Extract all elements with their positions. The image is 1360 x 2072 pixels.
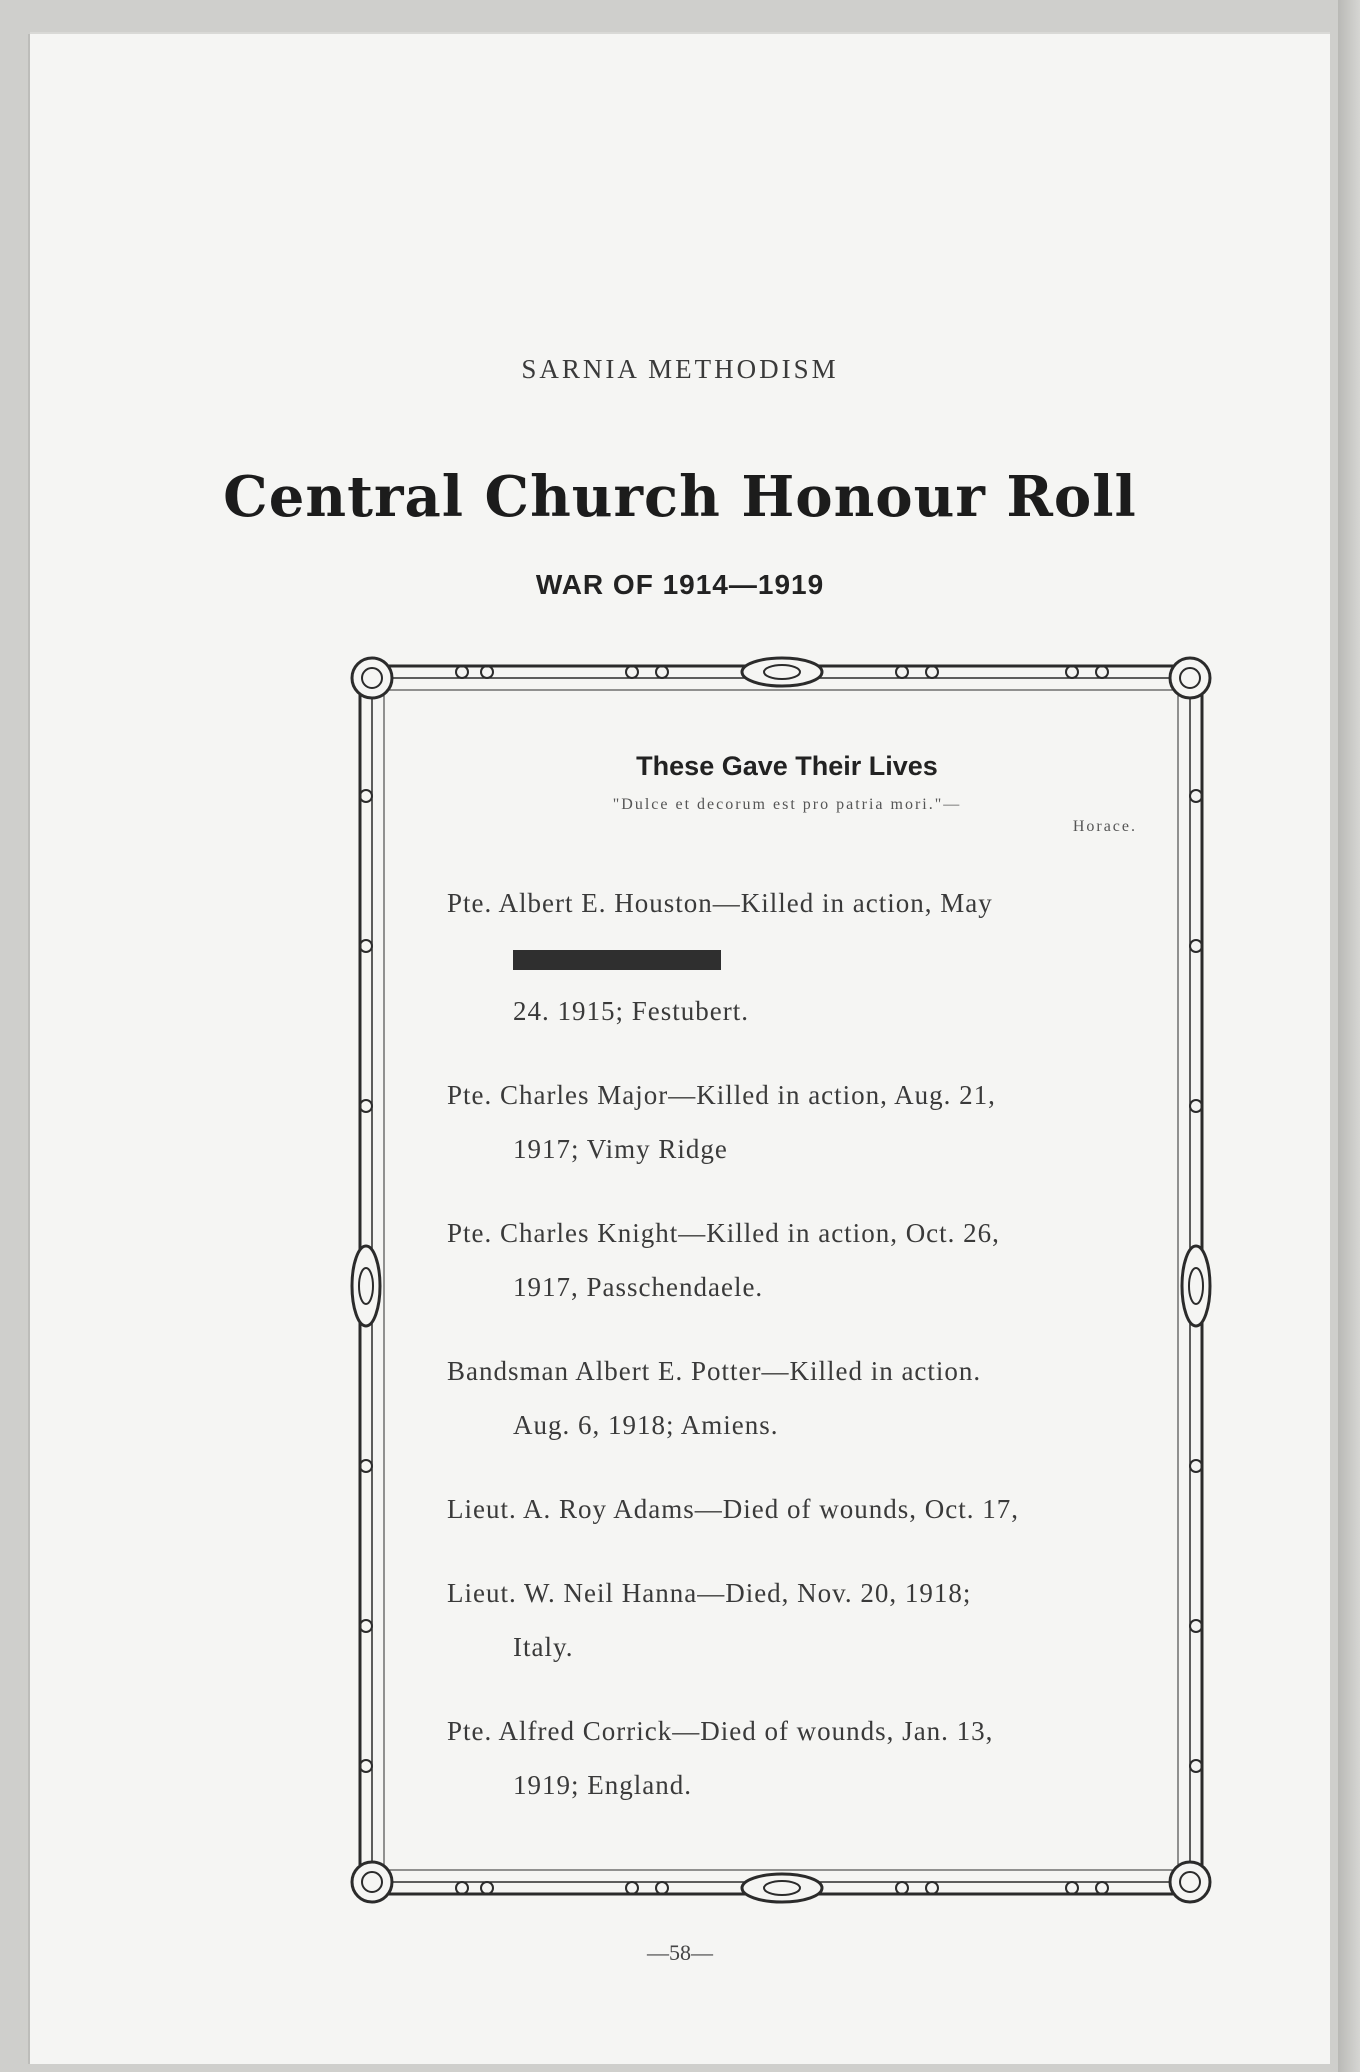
quote-attribution: Horace. <box>1072 818 1137 835</box>
list-item: Pte. Albert E. Houston—Killed in action, May 24. 1915; Festubert. <box>447 888 993 1026</box>
list-item: Lieut. A. Roy Adams—Died of wounds, Oct. 17, <box>447 1494 1019 1524</box>
list-item: Lieut. W. Neil Hanna—Died, Nov. 20, 1918; Italy. <box>447 1578 972 1662</box>
section-title: These Gave Their Lives <box>636 751 938 781</box>
latin-quote: "Dulce et decorum est pro patria mori."— <box>612 796 962 813</box>
list-item: Pte. Charles Major—Killed in action, Aug. 21, 1917; Vimy Ridge <box>447 1080 996 1164</box>
page-subtitle: WAR OF 1914—1919 <box>535 569 825 600</box>
running-head: SARNIA METHODISM <box>521 354 839 384</box>
page-title: Central Church Honour Roll <box>223 464 1137 530</box>
redacted-text-bar <box>513 950 721 970</box>
page-number: —58— <box>647 1940 713 1965</box>
list-item: Pte. Charles Knight—Killed in action, Oct. 26, 1917, Passchendaele. <box>447 1218 1000 1302</box>
adjacent-page-edge <box>1338 0 1360 2072</box>
honour-roll-content <box>447 751 1137 1842</box>
list-item: Bandsman Albert E. Potter—Killed in action. Aug. 6, 1918; Amiens. <box>447 1356 982 1440</box>
book-page <box>30 34 1330 2064</box>
ornamental-frame <box>342 646 1222 1916</box>
honour-roll-list <box>447 876 1127 1812</box>
list-item: Pte. Alfred Corrick—Died of wounds, Jan. 13, 1919; England. <box>447 1716 994 1800</box>
